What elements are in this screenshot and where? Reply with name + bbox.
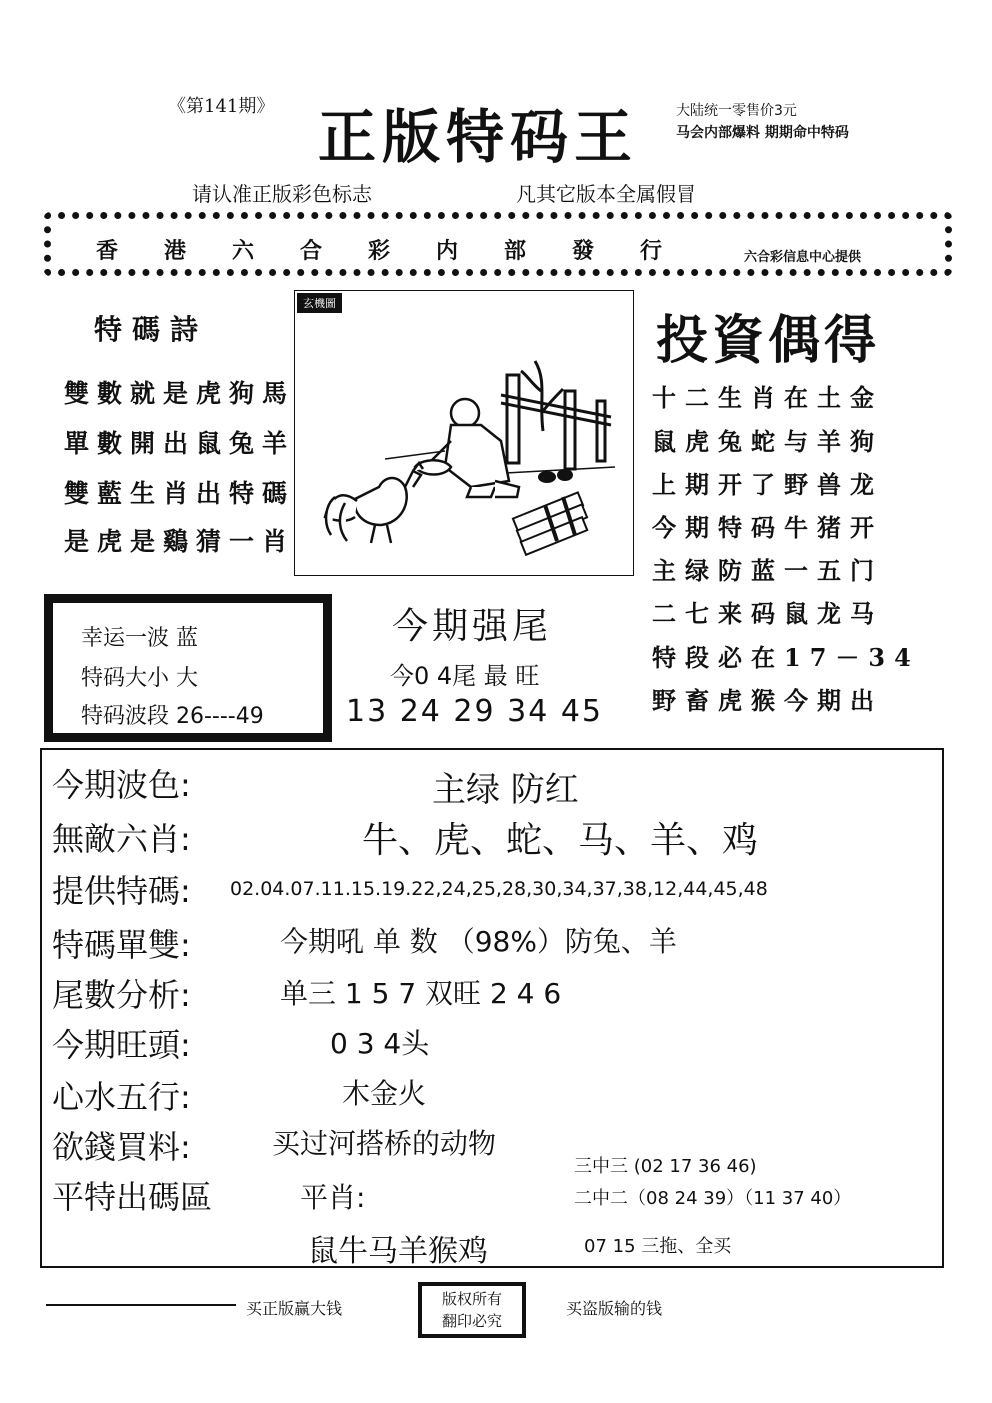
- notice-fake: 凡其它版本全属假冒: [516, 182, 696, 206]
- six-label: 無敵六肖:: [52, 820, 191, 858]
- slogan-text: 马会内部爆料 期期命中特码: [676, 125, 849, 141]
- oddeven-value: 今期吼 单 数 （98%）防兔、羊: [280, 925, 677, 958]
- element-value: 木金火: [342, 1077, 427, 1110]
- luck-size: 特码大小 大: [81, 666, 198, 691]
- strong-tail-title: 今期强尾: [392, 606, 553, 647]
- copyright-line2: 翻印必究: [441, 1312, 502, 1330]
- element-label: 心水五行:: [52, 1078, 191, 1116]
- head-value: 0 3 4头: [330, 1027, 430, 1060]
- farmer-rooster-illustration: [295, 291, 631, 573]
- money-value: 买过河搭桥的动物: [272, 1127, 497, 1160]
- money-label: 欲錢買料:: [52, 1128, 191, 1166]
- invest-line: 主绿防蓝一五门: [652, 556, 883, 585]
- copyright-box: [418, 1282, 526, 1338]
- copyright-line1: 版权所有: [441, 1290, 502, 1308]
- poem-line: 是虎是鷄猜一肖: [64, 527, 296, 556]
- wave-value: 主绿 防红: [432, 770, 579, 810]
- special-value: 02.04.07.11.15.19.22,24,25,28,30,34,37,38,12,44,45,48: [230, 878, 768, 900]
- luck-box: [44, 594, 332, 742]
- tail-label: 尾數分析:: [52, 976, 191, 1014]
- combo-three: 三中三 (02 17 36 46): [574, 1156, 757, 1177]
- invest-line: 十二生肖在土金: [652, 383, 883, 412]
- issue-number: 《第141期》: [168, 96, 275, 117]
- page-title: 正版特码王: [318, 103, 639, 171]
- invest-title: 投資偶得: [656, 310, 881, 371]
- poem-line: 雙藍生肖出特碼: [64, 479, 296, 508]
- strong-tail-sub: 今0 4尾 最 旺: [390, 662, 540, 690]
- combo-drag: 07 15 三拖、全买: [584, 1236, 732, 1257]
- flat-label: 平特出碼區: [52, 1178, 213, 1216]
- invest-line: 二七来码鼠龙马: [652, 599, 883, 628]
- picture-label: 玄機圖: [297, 293, 342, 313]
- oddeven-label: 特碼單雙:: [52, 926, 191, 964]
- special-label: 提供特碼:: [52, 872, 191, 910]
- combo-two: 二中二（08 24 39）（11 37 40）: [574, 1188, 852, 1209]
- head-label: 今期旺頭:: [52, 1026, 191, 1064]
- footer-buy-genuine: 买正版赢大钱: [246, 1299, 343, 1318]
- poem-title: 特碼詩: [94, 313, 209, 346]
- invest-line: 鼠虎兔蛇与羊狗: [652, 427, 883, 456]
- luck-wave: 幸运一波 蓝: [81, 626, 198, 651]
- price-text: 大陆统一零售价3元: [676, 103, 797, 119]
- mystery-picture: [294, 290, 634, 576]
- invest-line: 上期开了野兽龙: [652, 470, 883, 499]
- tail-value: 单三 1 5 7 双旺 2 4 6: [280, 977, 562, 1010]
- footer-divider: [46, 1304, 236, 1306]
- poem-line: 單數開出鼠兔羊: [64, 429, 296, 458]
- footer-buy-pirate: 买盗版输的钱: [566, 1299, 663, 1318]
- invest-line: 野畜虎猴今期出: [652, 686, 883, 715]
- wave-label: 今期波色:: [52, 766, 191, 804]
- provider-text: 六合彩信息中心提供: [744, 250, 862, 265]
- flat-animals: 鼠牛马羊猴鸡: [308, 1234, 488, 1269]
- strong-tail-numbers: 13 24 29 34 45: [346, 694, 604, 729]
- notice-authentic: 请认准正版彩色标志: [192, 182, 372, 206]
- poem-line: 雙數就是虎狗馬: [64, 379, 296, 408]
- invest-line: 特段必在17－34: [652, 643, 920, 672]
- issuer-text: 香港六合彩内部發行: [96, 238, 709, 264]
- flat-sub-label: 平肖:: [300, 1181, 366, 1214]
- invest-line: 今期特码牛猪开: [652, 513, 883, 542]
- luck-range: 特码波段 26----49: [81, 704, 264, 729]
- six-value: 牛、虎、蛇、马、羊、鸡: [362, 820, 759, 861]
